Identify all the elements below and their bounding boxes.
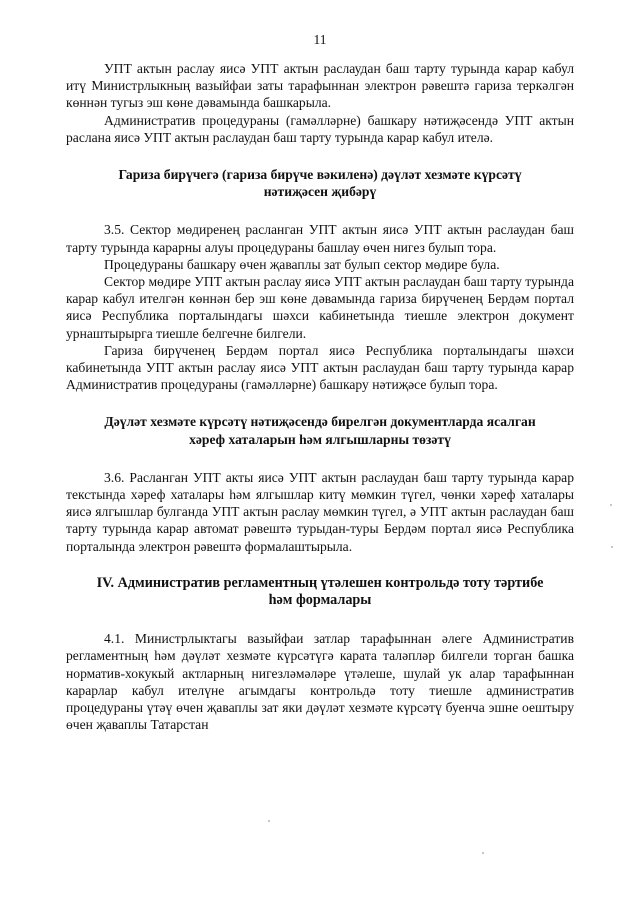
scan-speck xyxy=(482,852,484,854)
corrections-heading-line-1: Дәүләт хезмәте күрсәтү нәтиҗәсендә бирелгән документларда ясалган xyxy=(104,414,536,430)
scan-speck xyxy=(268,820,270,822)
scan-speck xyxy=(611,546,613,548)
corrections-heading-line-2: хәреф хаталарын һәм ялгышларны төзәтү xyxy=(189,431,451,447)
control-heading xyxy=(66,575,574,609)
send-result-heading-line-2: нәтиҗәсен җибәрү xyxy=(263,184,377,200)
control-paragraph-1: 4.1. Министрлыктагы вазыйфаи затлар тарафыннан әлеге Административ регламентның һәм дәүләт хезмәте күрсәтүгә карата таләпләр билгели торган башка норматив-хокукый актларның нигезләмәләре үтәлеше, шулай ук алар тарафыннан карарлар кабул ителүне агымдагы контрольдә тоту тиешле административ процедураны үтәү өчен җаваплы зат яки дәүләт хезмәте күрсәтү буенча эшне оештыру өчен җаваплы Татарстан xyxy=(66,631,574,733)
control-heading-line-2: һәм формалары xyxy=(268,592,372,609)
corrections-heading xyxy=(66,413,574,447)
send-result-paragraph-2: Процедураны башкару өчен җаваплы зат булып сектор мөдире була. xyxy=(104,256,500,272)
send-result-paragraph-1: 3.5. Сектор мөдиренең расланган УПТ актын яисә УПТ актын раслаудан баш тарту турында карарны алуы процедураны башлау өчен нигез булып тора. xyxy=(66,222,574,255)
page-number: 11 xyxy=(313,32,327,47)
send-result-heading xyxy=(66,166,574,200)
page-content xyxy=(66,60,574,734)
scan-speck xyxy=(610,504,612,506)
send-result-paragraph-4: Гариза бирүченең Бердәм портал яисә Республика порталындагы шәхси кабинетында УПТ актын раслау яисә УПТ актын раслаудан баш тарту турында карар Административ процедураны (гамәлләрне) башкару нәтиҗәсе булып тора. xyxy=(66,342,574,393)
send-result-section xyxy=(66,221,574,393)
control-section xyxy=(66,630,574,733)
corrections-paragraph-1: 3.6. Расланган УПТ акты яисә УПТ актын раслаудан баш тарту турында карар текстында хәреф хаталары һәм ялгышлар китү мөмкин түгел, чөнки хәреф хаталары яисә ялгышлар булганда УПТ актын раслау мөмкин түгел, ә УПТ актын раслаудан баш тарту турында карар автомат рәвештә турыдан-туры Бердәм портал яисә Республика порталында электрон рәвештә формалаштырыла. xyxy=(66,469,574,554)
intro-paragraph-1: УПТ актын раслау яисә УПТ актын раслаудан баш тарту турында карар кабул итү Министрлыкның вазыйфаи заты тарафыннан электрон рәвештә гариза теркәлгән көннән тугыз эш көне дәвамында башкарыла. xyxy=(66,61,574,111)
intro-paragraph-2: Административ процедураны (гамәлләрне) башкару нәтиҗәсендә УПТ актын раслана яисә УПТ актын раслаудан баш тарту турында карар кабул ителә. xyxy=(66,112,574,145)
corrections-section xyxy=(66,469,574,555)
control-heading-line-1: IV. Административ регламентның үтәлешен контрольдә тоту тәртибе xyxy=(96,574,544,591)
send-result-heading-line-1: Гариза бирүчегә (гариза бирүче вәкиленә) дәүләт хезмәте күрсәтү xyxy=(118,167,522,183)
send-result-paragraph-3: Сектор мөдире УПТ актын раслау яисә УПТ актын раслаудан баш тарту турында карар кабул ителгән көннән бер эш көне дәвамында гариза бирүченең Бердәм портал яисә Республика порталындагы шәхси кабинетында тиешле электрон документ урнаштырырга тиешле белгечне билгели. xyxy=(66,274,574,341)
